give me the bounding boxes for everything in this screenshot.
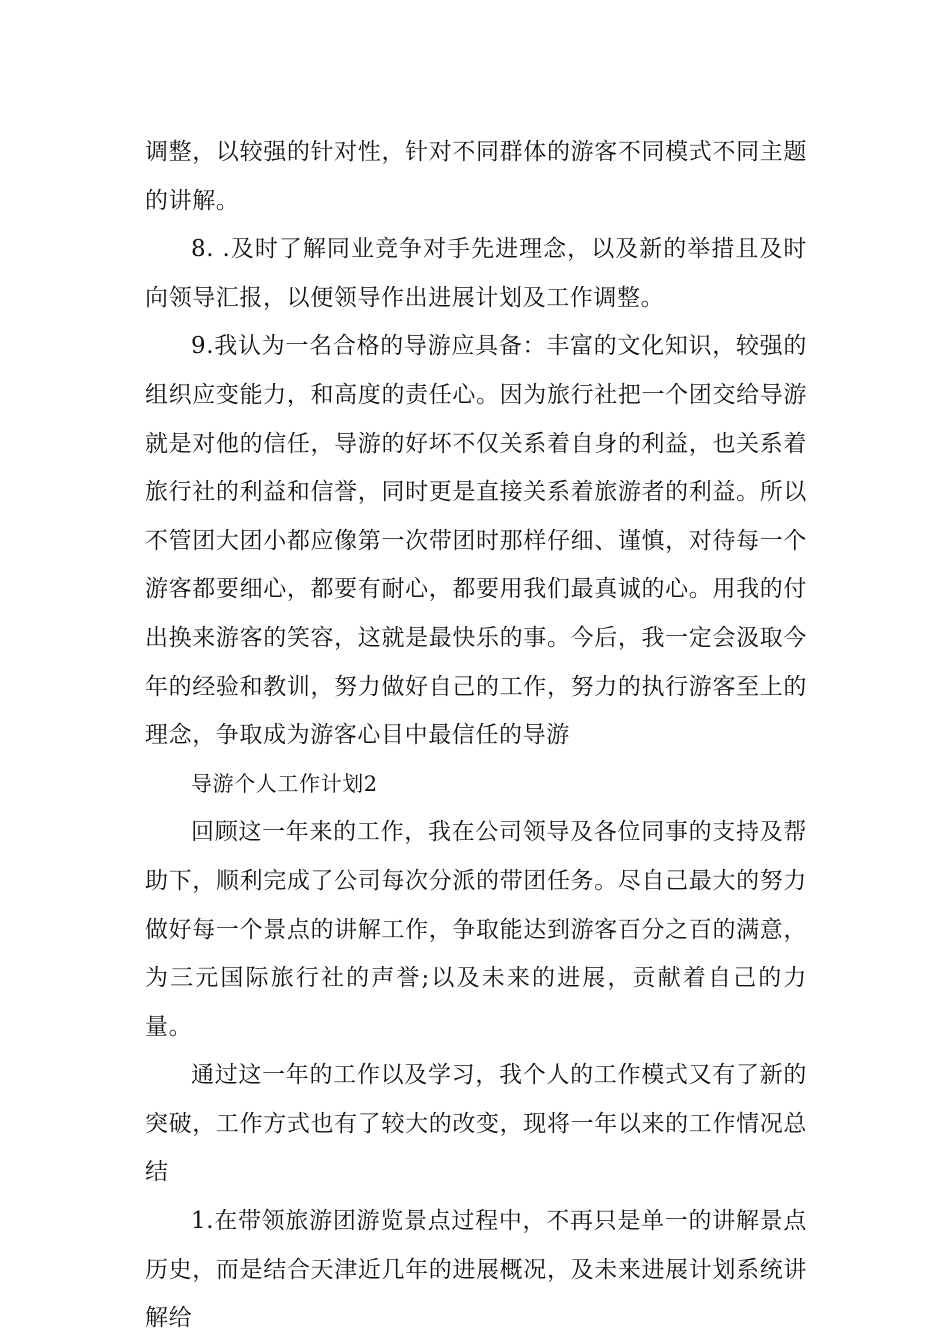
paragraph-continuation: 调整，以较强的针对性，针对不同群体的游客不同模式不同主题的讲解。 [145,139,807,214]
paragraph-summary: 通过这一年的工作以及学习，我个人的工作模式又有了新的突破，工作方式也有了较大的改变，现将一年以来的工作情况总结 [145,1062,807,1186]
paragraph-item-8: 8. .及时了解同业竞争对手先进理念，以及新的举措且及时向领导汇报，以便领导作出进展计划及工作调整。 [145,236,807,311]
paragraph-item-9: 9.我认为一名合格的导游应具备：丰富的文化知识，较强的组织应变能力，和高度的责任心。因为旅行社把一个团交给导游就是对他的信任，导游的好坏不仅关系着自身的利益，也关系着旅行社的利益和信誉，同时更是直接关系着旅游者的利益。所以不管团大团小都应像第一次带团时那样仔细、谨慎，对待每一个游客都要细心，都要有耐心，都要用我们最真诚的心。用我的付出换来游客的笑容，这就是最快乐的事。今后，我一定会汲取今年的经验和教训，努力做好自己的工作，努力的执行游客至上的理念，争取成为游客心目中最信任的导游 [145,333,807,749]
document-body [145,128,807,1343]
paragraph-review: 回顾这一年来的工作，我在公司领导及各位同事的支持及帮助下，顺利完成了公司每次分派的带团任务。尽自己最大的努力做好每一个景点的讲解工作，争取能达到游客百分之百的满意，为三元国际旅行社的声誉;以及未来的进展，贡献着自己的力量。 [145,819,807,1040]
section-heading: 导游个人工作计划2 [191,771,378,796]
paragraph-item-1: 1.在带领旅游团游览景点过程中，不再只是单一的讲解景点历史，而是结合天津近几年的进展概况，及未来进展计划系统讲解给 [145,1208,807,1332]
